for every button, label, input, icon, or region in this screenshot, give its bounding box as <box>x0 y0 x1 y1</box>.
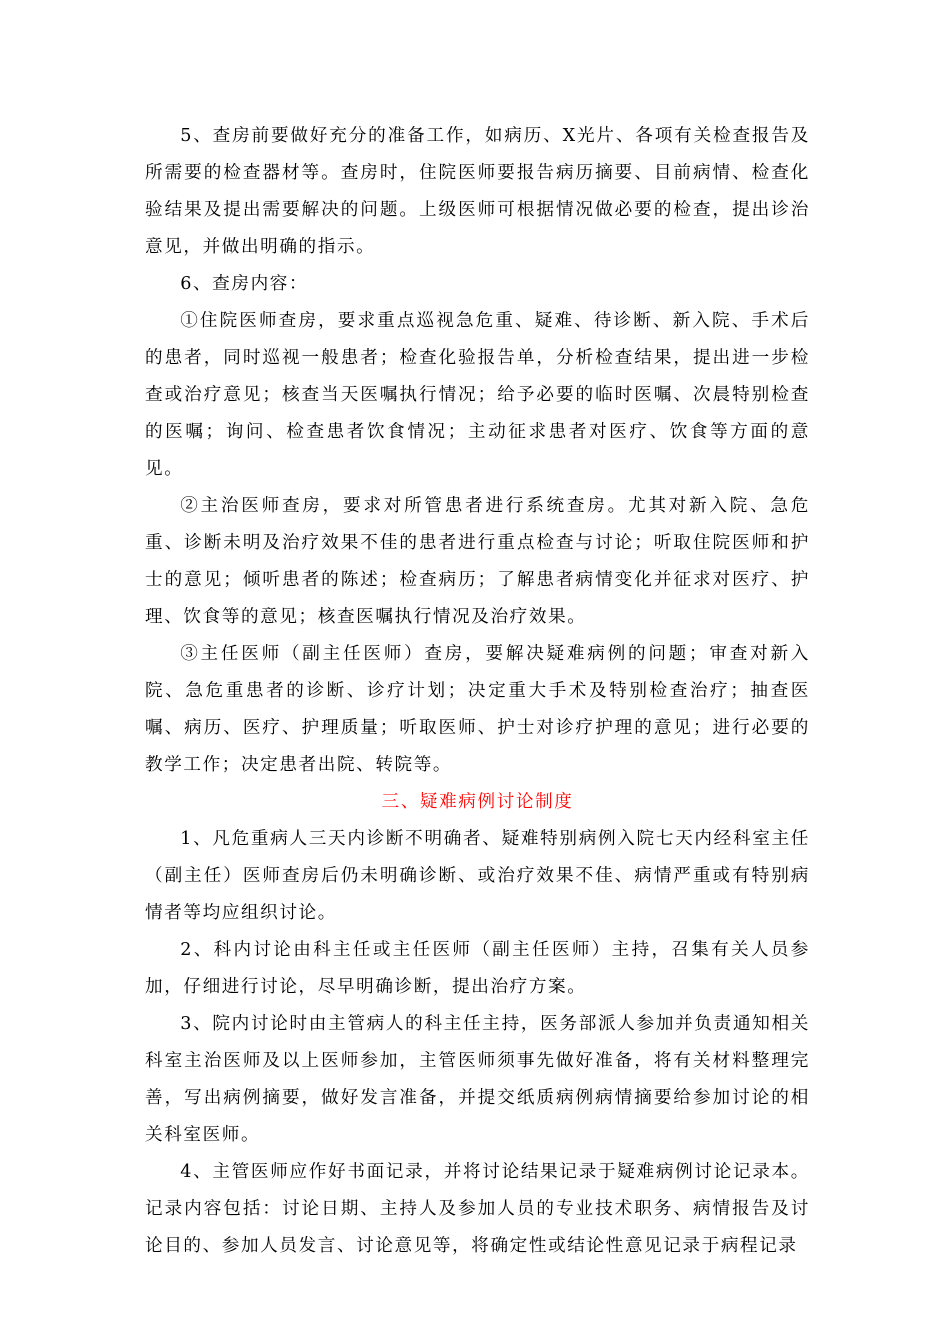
section-heading: 三、疑难病例讨论制度 <box>381 792 574 812</box>
paragraph-chief-rounds: ③主任医师（副主任医师）查房，要解决疑难病例的问题；审查对新入院、急危重患者的诊断、诊疗计划；决定重大手术及特别检查治疗；抽查医嘱、病历、医疗、护理质量；听取医师、护士对诊疗护理的意见；进行必要的教学工作；决定患者出院、转院等。 <box>145 644 810 775</box>
paragraph-attending-rounds: ②主治医师查房，要求对所管患者进行系统查房。尤其对新入院、急危重、诊断未明及治疗效果不佳的患者进行重点检查与讨论；听取住院医师和护士的意见；倾听患者的陈述；检查病历；了解患者病情变化并征求对医疗、护理、饮食等的意见；核查医嘱执行情况及治疗效果。 <box>145 496 810 627</box>
paragraph-discussion-1: 1、凡危重病人三天内诊断不明确者、疑难特别病例入院七天内经科室主任（副主任）医师查房后仍未明确诊断、或治疗效果不佳、病情严重或有特别病情者等均应组织讨论。 <box>145 829 810 923</box>
paragraph-item-6-heading: 6、查房内容： <box>180 274 309 294</box>
paragraph-item-5-prep: 5、查房前要做好充分的准备工作，如病历、X光片、各项有关检查报告及所需要的检查器材等。查房时，住院医师要报告病历摘要、目前病情、检查化验结果及提出需要解决的问题。上级医师可根据情况做必要的检查，提出诊治意见，并做出明确的指示。 <box>145 126 810 257</box>
document-page <box>145 118 810 1265</box>
paragraph-discussion-3: 3、院内讨论时由主管病人的科主任主持，医务部派人参加并负责通知相关科室主治医师及以上医师参加，主管医师须事先做好准备，将有关材料整理完善，写出病例摘要，做好发言准备，并提交纸质病例病情摘要给参加讨论的相关科室医师。 <box>145 1014 810 1145</box>
paragraph-discussion-2: 2、科内讨论由科主任或主任医师（副主任医师）主持，召集有关人员参加，仔细进行讨论，尽早明确诊断，提出治疗方案。 <box>145 940 810 997</box>
paragraph-discussion-4: 4、主管医师应作好书面记录，并将讨论结果记录于疑难病例讨论记录本。记录内容包括：讨论日期、主持人及参加人员的专业技术职务、病情报告及讨论目的、参加人员发言、讨论意见等，将确定性或结论性意见记录于病程记录 <box>145 1162 810 1256</box>
paragraph-resident-rounds: ①住院医师查房，要求重点巡视急危重、疑难、待诊断、新入院、手术后的患者，同时巡视一般患者；检查化验报告单，分析检查结果，提出进一步检查或治疗意见；核查当天医嘱执行情况；给予必要的临时医嘱、次晨特别检查的医嘱；询问、检查患者饮食情况；主动征求患者对医疗、饮食等方面的意见。 <box>145 311 810 479</box>
